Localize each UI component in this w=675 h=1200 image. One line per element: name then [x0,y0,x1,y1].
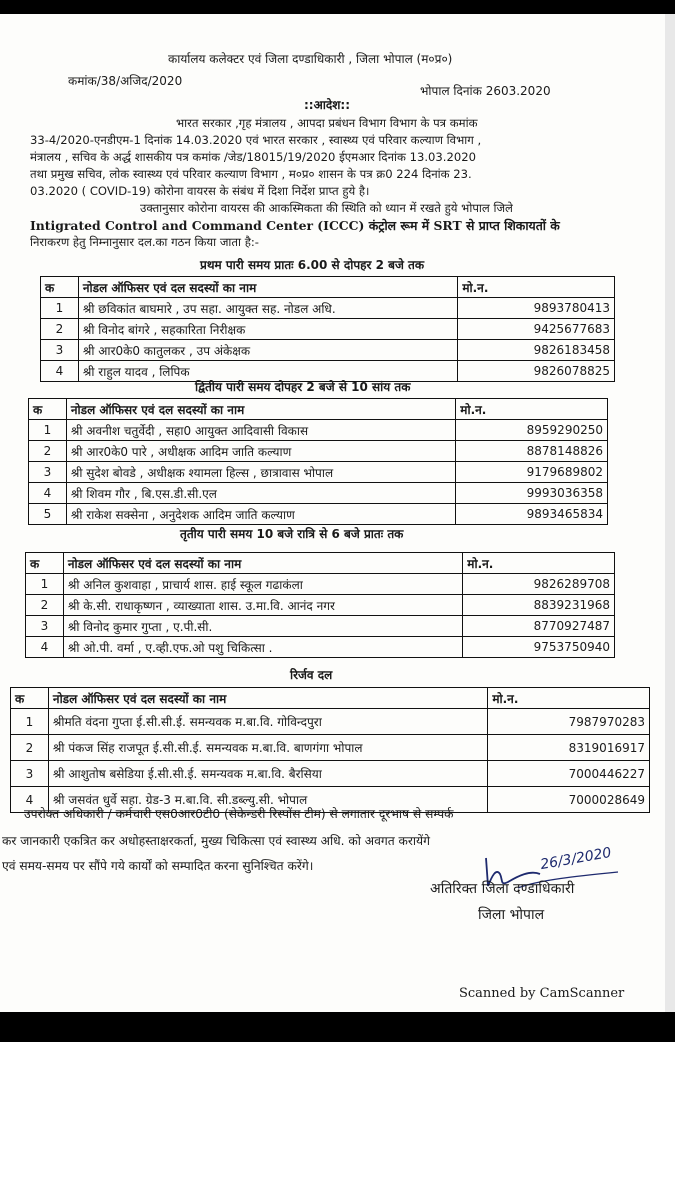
shift-title: रिर्जव दल [290,668,333,682]
row-num: 3 [41,340,79,361]
camscanner-watermark: Scanned by CamScanner [459,986,625,1001]
table-row [29,420,608,441]
shift-title: द्वितीय पारी समय दोपहर 2 बजे से 10 सांय तक [195,380,411,394]
bottom-dark-border [0,1012,675,1042]
row-num: 3 [29,462,67,483]
table-row [26,595,615,616]
row-mobile: 9753750940 [463,637,615,658]
row-mobile: 7000028649 [488,787,650,813]
column-header-mobile: मो.न. [488,688,650,709]
order-number: कमांक/38/अजिद/2020 [68,74,183,88]
row-mobile: 8959290250 [456,420,608,441]
row-num: 3 [26,616,64,637]
row-num: 2 [11,735,49,761]
row-num: 4 [29,483,67,504]
row-mobile: 9893465834 [456,504,608,525]
table-row [29,483,608,504]
top-dark-border [0,0,675,14]
row-name: श्री ओ.पी. वर्मा , ए.व्ही.एफ.ओ पशु चिकित्सा . [63,637,462,658]
row-name: श्री विनोद कुमार गुप्ता , ए.पी.सी. [63,616,462,637]
column-header-name: नोडल ऑफिसर एवं दल सदस्यों का नाम [63,553,462,574]
closing-line: एवं समय-समय पर सौंपे गये कार्यों को सम्पादित करना सुनिश्चित करेंगे। [2,859,314,873]
table-header-row [41,277,615,298]
table-row [29,504,608,525]
row-num: 2 [41,319,79,340]
handwritten-date: 26/3/2020 [539,844,613,874]
row-name: श्री आर0के0 कातुलकर , उप अंकेक्षक [78,340,457,361]
intro-line: 03.2020 ( COVID-19) कोरोना वायरस के संबंध में दिशा निर्देश प्राप्त हुये है। [30,184,370,198]
row-mobile: 8319016917 [488,735,650,761]
row-mobile: 8878148826 [456,441,608,462]
column-header-num: क [41,277,79,298]
signatory-district: जिला भोपाल [478,907,545,923]
row-name: श्री पंकज सिंह राजपूत ई.सी.सी.ई. समन्यवक म.बा.वि. बाणगंगा भोपाल [48,735,487,761]
column-header-num: क [29,399,67,420]
row-name: श्री राहुल यादव , लिपिक [78,361,457,382]
row-name: श्री छविकांत बाघमारे , उप सहा. आयुक्त सह. नोडल अधि. [78,298,457,319]
table-row [11,735,650,761]
table-header-row [11,688,650,709]
table-row [29,441,608,462]
row-num: 1 [29,420,67,441]
order-title: ::आदेश:: [304,98,350,112]
row-num: 5 [29,504,67,525]
row-name: श्री आर0के0 पारे , अधीक्षक आदिम जाति कल्याण [66,441,455,462]
row-num: 4 [11,787,49,813]
shift-title: प्रथम पारी समय प्रातः 6.00 से दोपहर 2 बजे तक [200,258,425,272]
office-heading: कार्यालय कलेक्टर एवं जिला दण्डाधिकारी , जिला भोपाल (म०प्र०) [168,52,453,66]
row-name: श्रीमति वंदना गुप्ता ई.सी.सी.ई. समन्यवक म.बा.वि. गोविन्दपुरा [48,709,487,735]
intro-line: उक्तानुसार कोरोना वायरस की आकस्मिकता की स्थिति को ध्यान में रखते हुये भोपाल जिले [140,201,513,215]
row-mobile: 9993036358 [456,483,608,504]
row-name: श्री के.सी. राधाकृष्णन , व्याख्याता शास. उ.मा.वि. आनंद नगर [63,595,462,616]
row-num: 2 [26,595,64,616]
row-mobile: 9179689802 [456,462,608,483]
row-name: श्री राकेश सक्सेना , अनुदेशक आदिम जाति कल्याण [66,504,455,525]
column-header-num: क [11,688,49,709]
row-num: 4 [41,361,79,382]
signatory-designation: अतिरिक्त जिला दण्डाधिकारी [430,881,575,897]
table-row [41,361,615,382]
table-header-row [29,399,608,420]
page-edge-shadow [665,14,675,1012]
row-mobile: 7000446227 [488,761,650,787]
order-date: भोपाल दिनांक 2603.2020 [420,84,551,98]
table-row [26,616,615,637]
row-mobile: 9893780413 [458,298,615,319]
row-name: श्री विनोद बांगरे , सहकारिता निरीक्षक [78,319,457,340]
shift-table [28,398,608,525]
row-mobile: 9425677683 [458,319,615,340]
row-mobile: 8770927487 [463,616,615,637]
column-header-name: नोडल ऑफिसर एवं दल सदस्यों का नाम [78,277,457,298]
table-row [41,298,615,319]
shift-table [10,687,650,813]
row-num: 3 [11,761,49,787]
intro-line: भारत सरकार ,गृह मंत्रालय , आपदा प्रबंधन विभाग विभाग के पत्र कमांक [176,116,478,130]
shift-table [40,276,615,382]
intro-line: मंत्रालय , सचिव के अर्द्ध शासकीय पत्र कमांक /जेड/18015/19/2020 ईएमआर दिनांक 13.03.2020 [30,150,476,164]
row-num: 1 [26,574,64,595]
table-row [26,574,615,595]
shift-title: तृतीय पारी समय 10 बजे रात्रि से 6 बजे प्रातः तक [180,527,404,541]
shift-table [25,552,615,658]
row-mobile: 8839231968 [463,595,615,616]
column-header-name: नोडल ऑफिसर एवं दल सदस्यों का नाम [48,688,487,709]
row-mobile: 7987970283 [488,709,650,735]
row-name: श्री अनिल कुशवाहा , प्राचार्य शास. हाई स्कूल गढाकंला [63,574,462,595]
column-header-name: नोडल ऑफिसर एवं दल सदस्यों का नाम [66,399,455,420]
column-header-mobile: मो.न. [458,277,615,298]
intro-line: तथा प्रमुख सचिव, लोक स्वास्थ्य एवं परिवार कल्याण विभाग , म०प्र० शासन के पत्र क्र0 224 दिनांक 23. [30,167,472,181]
row-name: श्री जसवंत धुर्वे सहा. ग्रेड-3 म.बा.वि. सी.डब्ल्यु.सी. भोपाल [48,787,487,813]
table-row [11,709,650,735]
table-row [41,340,615,361]
row-name: श्री शिवम गौर , बि.एस.डी.सी.एल [66,483,455,504]
row-name: श्री आशुतोष बसेडिया ई.सी.सी.ई. समन्यवक म.बा.वि. बैरसिया [48,761,487,787]
row-name: श्री अवनीश चतुर्वेदी , सहा0 आयुक्त आदिवासी विकास [66,420,455,441]
row-name: श्री सुदेश बोवडे , अधीक्षक श्यामला हिल्स , छात्रावास भोपाल [66,462,455,483]
intro-line: 33-4/2020-एनडीएम-1 दिनांक 14.03.2020 एवं भारत सरकार , स्वास्थ्य एवं परिवार कल्याण विभाग , [30,133,482,147]
row-mobile: 9826289708 [463,574,615,595]
table-row [41,319,615,340]
column-header-num: क [26,553,64,574]
row-num: 1 [11,709,49,735]
intro-line: Intigrated Control and Command Center (ICCC) कंट्रोल रूम में SRT से प्राप्त शिकायतों के [30,218,560,233]
row-mobile: 9826078825 [458,361,615,382]
table-row [29,462,608,483]
row-num: 2 [29,441,67,462]
column-header-mobile: मो.न. [456,399,608,420]
table-row [26,637,615,658]
table-row [11,761,650,787]
row-num: 1 [41,298,79,319]
intro-line: निराकरण हेतु निम्नानुसार दल.का गठन किया जाता है:- [30,235,259,249]
row-mobile: 9826183458 [458,340,615,361]
closing-line: उपरोक्त अधिकारी / कर्मचारी एस0आर0टी0 (सेकेन्डरी रिस्पोंस टीम) से लगातार दूरभाष से सम्पर्क [24,807,454,821]
row-num: 4 [26,637,64,658]
column-header-mobile: मो.न. [463,553,615,574]
table-header-row [26,553,615,574]
closing-line: कर जानकारी एकत्रित कर अधोहस्ताक्षरकर्ता, मुख्य चिकित्सा एवं स्वास्थ्य अधि. को अवगत करायेंगे [2,834,430,848]
